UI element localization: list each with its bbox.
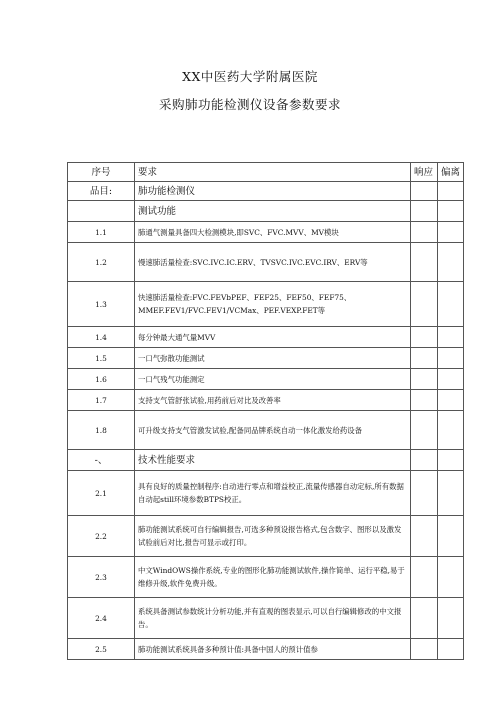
deviation-cell [438, 557, 464, 598]
table-row [68, 411, 464, 450]
table-row [68, 182, 464, 201]
response-cell [411, 327, 438, 348]
response-cell [411, 557, 438, 598]
deviation-cell [438, 639, 464, 660]
row-number: 品目: [68, 182, 135, 201]
response-cell [411, 411, 438, 450]
header-deviation: 偏离 [438, 163, 464, 182]
response-cell [411, 369, 438, 390]
table-row [68, 327, 464, 348]
deviation-cell [438, 201, 464, 222]
response-cell [411, 243, 438, 282]
table-row [68, 639, 464, 660]
row-text: 支持支气管舒张试验,用药前后对比及改善率 [135, 390, 411, 411]
response-cell [411, 222, 438, 243]
document-title: 采购肺功能检测仪设备参数要求 [158, 97, 341, 112]
row-number: 1.3 [68, 282, 135, 327]
row-number: 2.1 [68, 471, 135, 516]
table-row [68, 450, 464, 471]
header-requirement: 要求 [135, 163, 411, 182]
row-number: 1.8 [68, 411, 135, 450]
row-text: 一口气残气功能测定 [135, 369, 411, 390]
deviation-cell [438, 243, 464, 282]
deviation-cell [438, 369, 464, 390]
table-row [68, 390, 464, 411]
response-cell [411, 282, 438, 327]
row-number: -、 [68, 450, 135, 471]
table-row [68, 243, 464, 282]
deviation-cell [438, 327, 464, 348]
row-text: 肺通气测量具备四大检测模块,即SVC、FVC.MVV、MV模块 [135, 222, 411, 243]
row-text: 技术性能要求 [135, 450, 411, 471]
hospital-title: XX中医药大学附属医院 [182, 69, 318, 84]
response-cell [411, 201, 438, 222]
table-header-row [68, 163, 464, 182]
response-cell [411, 450, 438, 471]
header-response: 响应 [411, 163, 438, 182]
deviation-cell [438, 598, 464, 639]
table-row [68, 516, 464, 557]
row-number: 2.4 [68, 598, 135, 639]
deviation-cell [438, 282, 464, 327]
row-text: 具有良好的质量控制程序:自动进行零点和增益校正,流量传感器自动定标,所有数据自动起still环境参数BTPS校正。 [135, 471, 411, 516]
row-number: 1.7 [68, 390, 135, 411]
row-number: 1.4 [68, 327, 135, 348]
table-row [68, 282, 464, 327]
row-text: 每分钟最大通气量MVV [135, 327, 411, 348]
row-number: 1.2 [68, 243, 135, 282]
response-cell [411, 598, 438, 639]
row-text: 可升级支持支气管激发试验,配备同品牌系统自动一体化激发给药设备 [135, 411, 411, 450]
table-row [68, 348, 464, 369]
row-text: 肺功能检测仪 [135, 182, 411, 201]
row-number: 2.3 [68, 557, 135, 598]
response-cell [411, 516, 438, 557]
row-text: 肺功能测试系统可自行编辑报告,可选多种预设报告格式,包含数字、图形以及激发试验前后对比,报告可显示或打印。 [135, 516, 411, 557]
table-row [68, 201, 464, 222]
row-text: 慢速肺活量检查:SVC.IVC.IC.ERV、TVSVC.IVC.EVC.IRV、ERV等 [135, 243, 411, 282]
parameter-table [67, 162, 464, 660]
response-cell [411, 471, 438, 516]
deviation-cell [438, 516, 464, 557]
row-number: 1.5 [68, 348, 135, 369]
row-text: 肺功能测试系统具备多种预计值:具备中国人的预计值参 [135, 639, 411, 660]
table-row [68, 598, 464, 639]
response-cell [411, 348, 438, 369]
table-row [68, 471, 464, 516]
header-seq: 序号 [68, 163, 135, 182]
table-row [68, 222, 464, 243]
deviation-cell [438, 450, 464, 471]
table-row [68, 369, 464, 390]
deviation-cell [438, 471, 464, 516]
row-text: 快速肺活量检查:FVC.FEVbPEF、FEF25、FEF50、FEF75、MMEF.FEV1/FVC.FEV1/VCMax、PEF.VEXP.FET等 [135, 282, 411, 327]
response-cell [411, 639, 438, 660]
row-text: 一口气弥散功能测试 [135, 348, 411, 369]
row-number [68, 201, 135, 222]
row-text: 测试功能 [135, 201, 411, 222]
response-cell [411, 390, 438, 411]
deviation-cell [438, 182, 464, 201]
row-number: 1.6 [68, 369, 135, 390]
table-row [68, 557, 464, 598]
deviation-cell [438, 390, 464, 411]
deviation-cell [438, 222, 464, 243]
deviation-cell [438, 411, 464, 450]
row-number: 1.1 [68, 222, 135, 243]
row-text: 系统具备测试参数统计分析功能,并有直观的图表显示,可以自行编辑修改的中文报告。 [135, 598, 411, 639]
row-number: 2.2 [68, 516, 135, 557]
response-cell [411, 182, 438, 201]
deviation-cell [438, 348, 464, 369]
row-number: 2.5 [68, 639, 135, 660]
row-text: 中文WindOWS操作系统,专业的图形化肺功能测试软件,操作简单、运行平稳,易于维修升级,软件免费升级。 [135, 557, 411, 598]
